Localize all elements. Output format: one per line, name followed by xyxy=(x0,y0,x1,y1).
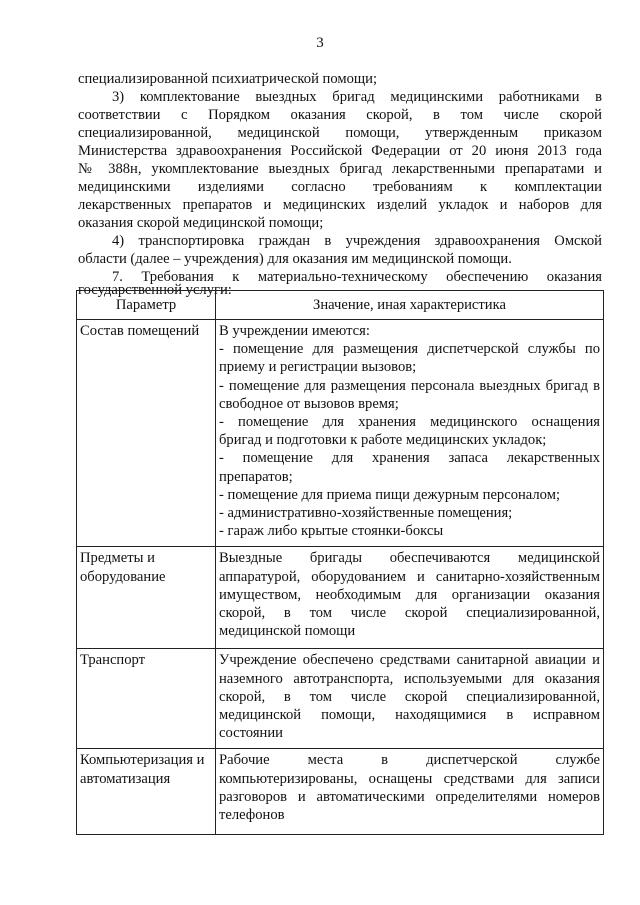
value-text: свободное от вызовов время; xyxy=(219,395,399,412)
body-line: лекарственных препаратов и медицинских изделий укладок и наборов для xyxy=(78,197,602,213)
value-text: имуществом, необходимым для организации оказания xyxy=(219,586,600,603)
table-row xyxy=(77,320,604,547)
body-line: медицинскими изделиями согласно требованиям к комплектации xyxy=(78,179,602,195)
value-text: Выездные бригады обеспечиваются медицинской xyxy=(219,550,600,567)
value-text: - помещение для хранения запаса лекарственных xyxy=(219,450,600,467)
value-text: Учреждение обеспечено средствами санитарной авиации и xyxy=(219,652,600,669)
header-value: Значение, иная характеристика xyxy=(216,291,604,320)
body-line: Министерства здравоохранения Российской Федерации от 20 июня 2013 года xyxy=(78,143,602,159)
param-cell xyxy=(77,547,216,649)
value-text: приему и регистрации вызовов; xyxy=(219,359,417,376)
value-text: бригад и подготовки к работе медицинских укладок; xyxy=(219,432,547,449)
value-cell xyxy=(216,320,604,547)
body-line: 3) комплектование выездных бригад медицинскими работниками в xyxy=(112,89,602,105)
param-text: оборудование xyxy=(80,568,166,585)
body-line: области (далее – учреждения) для оказания им медицинской помощи. xyxy=(78,251,512,267)
value-text: - гараж либо крытые стоянки-боксы xyxy=(219,523,444,540)
param-cell xyxy=(77,749,216,835)
value-text: Рабочие места в диспетчерской службе xyxy=(219,752,600,769)
param-text: Состав помещений xyxy=(80,323,200,339)
param-text: Предметы и xyxy=(80,550,155,567)
body-line: соответствии с Порядком оказания скорой, в том числе скорой xyxy=(78,107,602,123)
value-text: скорой, в том числе скорой специализированной, xyxy=(219,688,600,705)
value-text: медицинской помощи xyxy=(219,623,356,640)
param-text: Компьютеризация и xyxy=(80,752,205,769)
body-line: специализированной психиатрической помощи; xyxy=(78,71,377,87)
table-row xyxy=(77,547,604,649)
value-text: аппаратурой, оборудованием и санитарно-хозяйственным xyxy=(219,568,600,585)
value-text: разговоров и автоматическими определителями номеров xyxy=(219,788,600,805)
table-row xyxy=(77,749,604,835)
value-text: - помещение для размещения диспетчерской службы по xyxy=(219,341,600,358)
body-line: специализированной, медицинской помощи, утвержденным приказом xyxy=(78,125,602,141)
body-line: № 388н, укомплектование выездных бригад лекарственными препаратами и xyxy=(78,161,602,177)
param-cell xyxy=(77,320,216,547)
value-text: состоянии xyxy=(219,725,283,742)
header-parameter: Параметр xyxy=(77,291,216,320)
value-text: компьютеризированы, оснащены средствами для записи xyxy=(219,770,600,787)
param-text: Транспорт xyxy=(80,652,146,669)
body-line: 4) транспортировка граждан в учреждения здравоохранения Омской xyxy=(112,233,602,249)
table-header-row xyxy=(77,291,604,320)
value-text: - помещение для приема пищи дежурным персоналом; xyxy=(219,486,560,503)
value-text: - помещение для размещения персонала выездных бригад в xyxy=(219,377,600,394)
param-text: автоматизация xyxy=(80,770,171,787)
body-line: 7. Требования к материально-техническому обеспечению оказания xyxy=(112,269,602,285)
value-text: скорой, в том числе скорой специализированной, xyxy=(219,605,600,622)
value-cell xyxy=(216,547,604,649)
table-row xyxy=(77,649,604,749)
value-text: медицинской помощи, находящимися в исправном xyxy=(219,707,600,724)
body-line: государственной услуги: xyxy=(78,282,232,298)
value-text: - административно-хозяйственные помещения; xyxy=(219,505,513,522)
body-line: оказания скорой медицинской помощи; xyxy=(78,215,324,231)
page-number: 3 xyxy=(316,35,324,51)
value-text: телефонов xyxy=(219,807,285,824)
value-cell xyxy=(216,749,604,835)
value-cell xyxy=(216,649,604,749)
param-cell xyxy=(77,649,216,749)
value-text: препаратов; xyxy=(219,468,293,485)
value-text: - помещение для хранения медицинского оснащения xyxy=(219,414,600,431)
requirements-table xyxy=(76,290,604,835)
value-text: В учреждении имеются: xyxy=(219,323,370,339)
value-text: наземного автотранспорта, используемыми для оказания xyxy=(219,670,600,687)
